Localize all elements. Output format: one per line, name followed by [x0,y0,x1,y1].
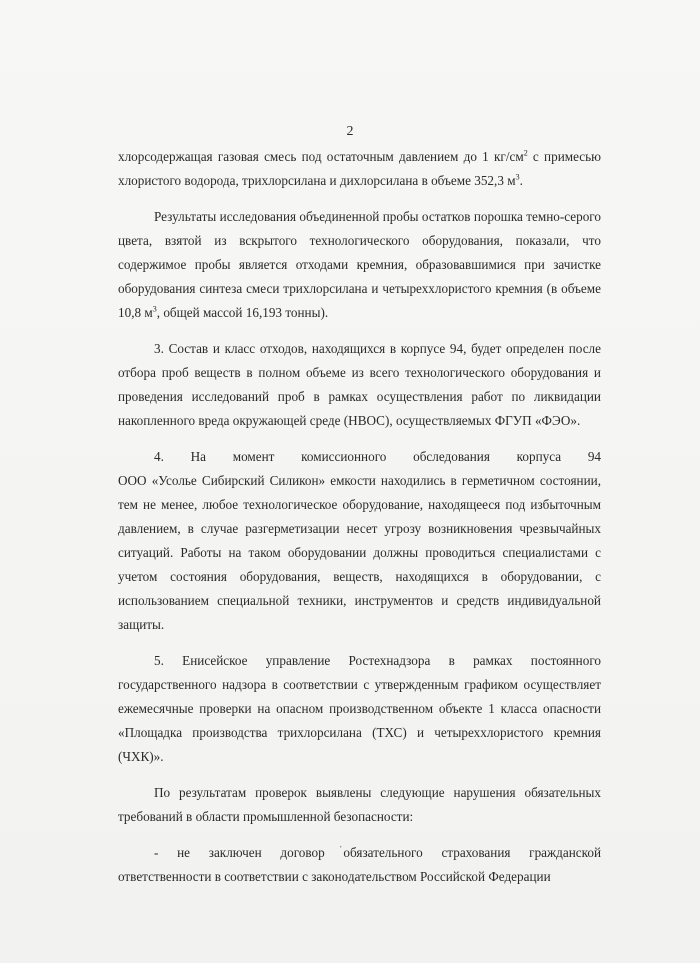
word: момент [232,449,275,464]
page-number: 2 [346,124,354,139]
gas-line1-text: хлорсодержащая газовая смесь под остаточным давлением до 1 кг/см [118,149,524,164]
superscript: 3 [515,172,520,182]
superscript: 3 [152,304,157,314]
sample-results-tail: , общей массой 16,193 тонны). [156,305,329,320]
paragraph-item-4 [118,445,601,637]
word: обследования [413,449,490,464]
paragraph-gas-mixture [118,145,601,193]
superscript: 2 [523,148,528,158]
word: комиссионного [301,449,387,464]
gas-line2-text: хлористого водорода, трихлорсилана и дихлорсилана в объеме 352,3 м [118,173,516,188]
gas-line2-tail: . [519,173,523,188]
stray-ink-mark: ˌ [339,836,343,848]
item-4-body: ООО «Усолье Сибирский Силикон» емкости находились в герметичном состоянии, тем не менее, любое технологическое оборудование, находящееся под избыточным давлением, в случае разгерметизации несет угрозу возникновения чрезвычайных ситуаций. Работы на таком оборудовании должны проводиться специалистами с учетом состояния оборудования, веществ, находящихся в оборудовании, с использованием специальной техники, инструментов и средств индивидуальной защиты. [118,473,601,632]
word: На [190,449,206,464]
paragraph-sample-results [118,205,601,325]
document-body [118,145,601,889]
word: корпуса [516,449,562,464]
paragraph-item-3: 3. Состав и класс отходов, находящихся в корпусе 94, будет определен после отбора проб веществ в полном объеме из всего технологического оборудования и проведения исследований проб в рамках осуществления работ по ликвидации накопленного вреда окружающей среде (НВОС), осуществляемых ФГУП «ФЭО». [118,341,601,428]
word: 94 [587,449,601,464]
item-4-first-line [118,445,601,469]
gas-line1-tail: с примесью [527,149,601,164]
word: 4. [154,449,164,464]
paragraph-violation-bullet: - не заключен договор обязательного страхования гражданской ответственности в соответствии с законодательством Российской Федерации [118,845,601,884]
sample-results-text: Результаты исследования объединенной пробы остатков порошка темно-серого цвета, взятой из вскрытого технологического оборудования, показали, что содержимое пробы является отходами кремния, образовавшимися при зачистке оборудования синтеза смеси трихлорсилана и четыреххлористого кремния (в объеме 10,8 м [118,209,601,320]
paragraph-item-5: 5. Енисейское управление Ростехнадзора в рамках постоянного государственного надзора в соответствии с утвержденным графиком осуществляет ежемесячные проверки на опасном производственном объекте 1 класса опасности «Площадка производства трихлорсилана (ТХС) и четыреххлористого кремния (ЧХК)». [118,653,601,764]
paragraph-violations-intro: По результатам проверок выявлены следующие нарушения обязательных требований в области промышленной безопасности: [118,785,601,824]
